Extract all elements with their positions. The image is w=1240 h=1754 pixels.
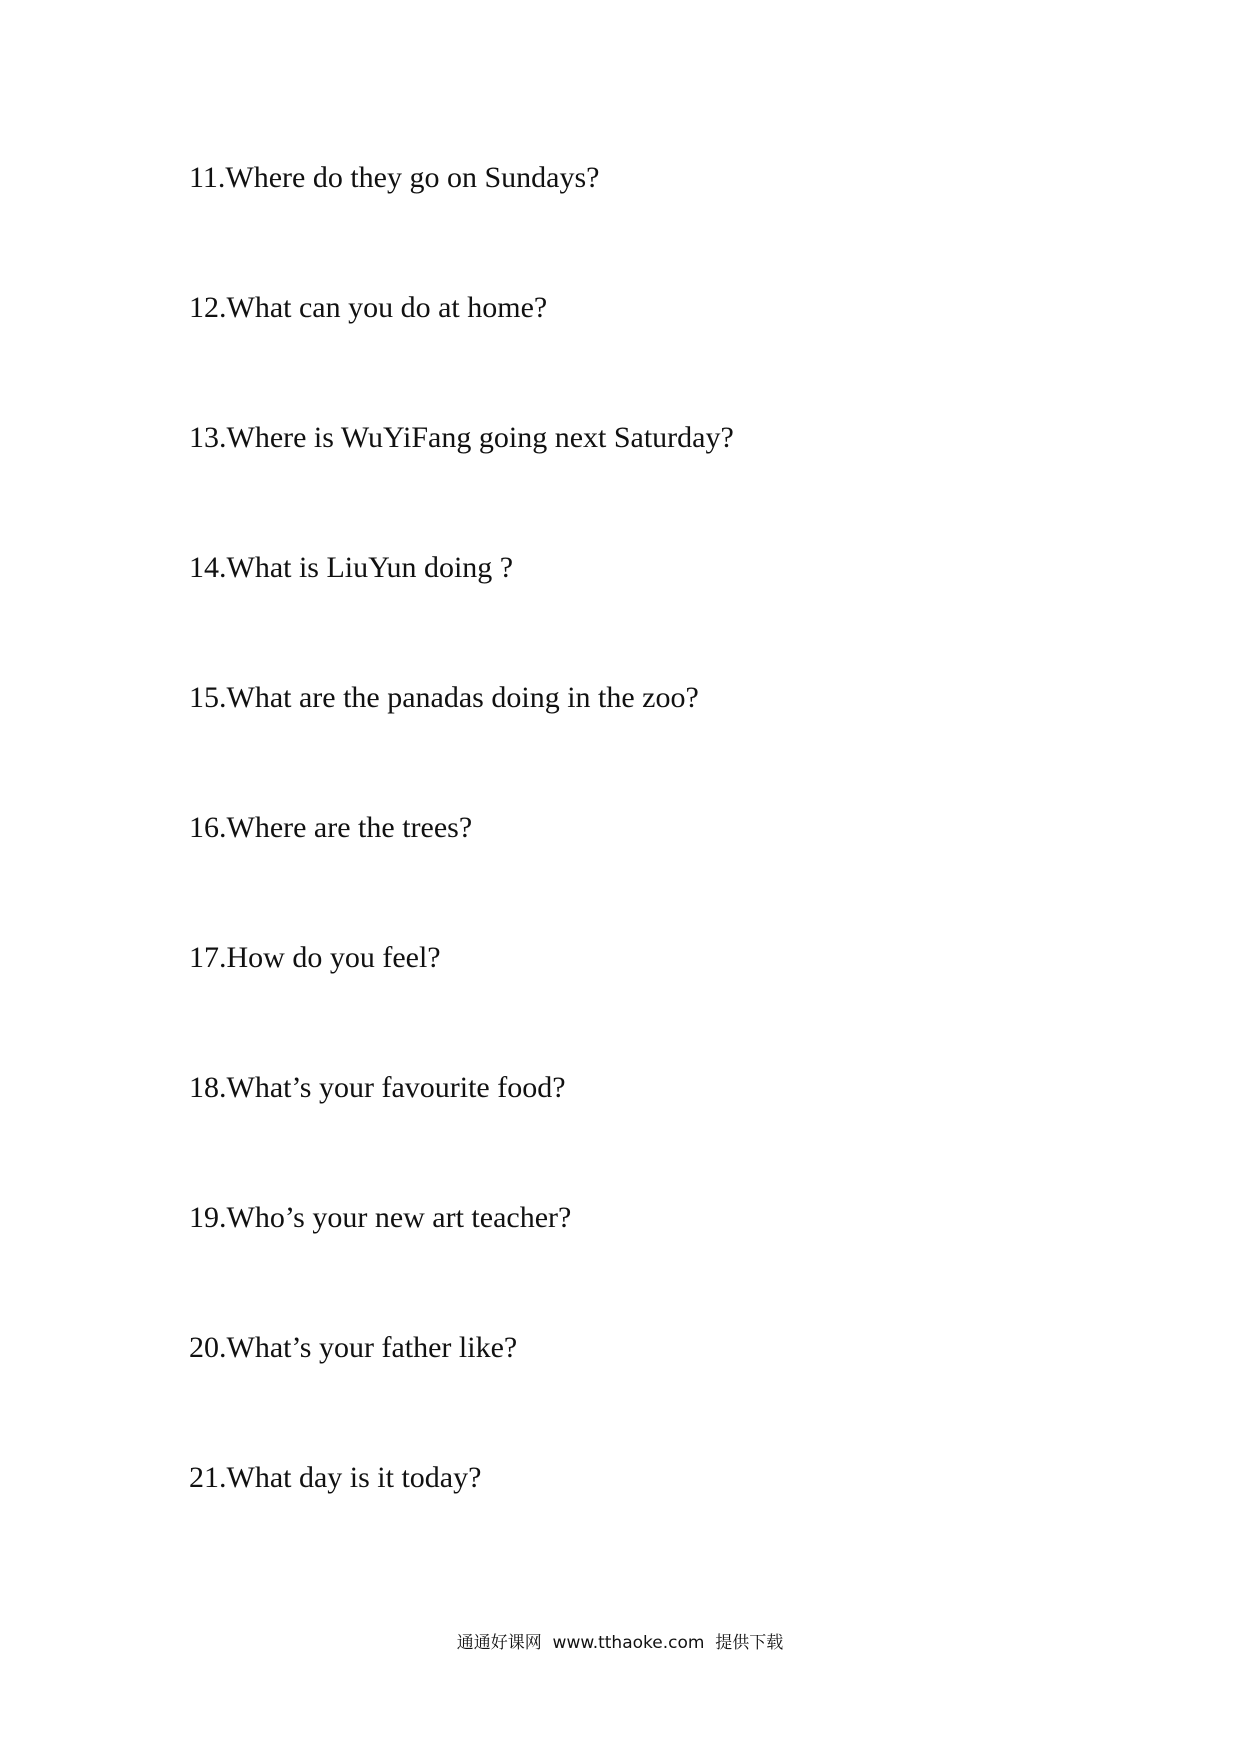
question-list xyxy=(189,158,734,1588)
question-11: 11.Where do they go on Sundays? xyxy=(189,161,600,194)
question-16: 16.Where are the trees? xyxy=(189,811,473,844)
question-19: 19.Who’s your new art teacher? xyxy=(189,1201,572,1234)
question-13: 13.Where is WuYiFang going next Saturday? xyxy=(189,421,734,454)
footer-source: 通通好课网 www.tthaoke.com 提供下载 xyxy=(456,1633,784,1653)
question-14: 14.What is LiuYun doing ? xyxy=(189,551,514,584)
question-21: 21.What day is it today? xyxy=(189,1461,482,1494)
question-18: 18.What’s your favourite food? xyxy=(189,1071,566,1104)
question-15: 15.What are the panadas doing in the zoo? xyxy=(189,681,699,714)
question-20: 20.What’s your father like? xyxy=(189,1331,518,1364)
question-12: 12.What can you do at home? xyxy=(189,291,548,324)
question-17: 17.How do you feel? xyxy=(189,941,441,974)
